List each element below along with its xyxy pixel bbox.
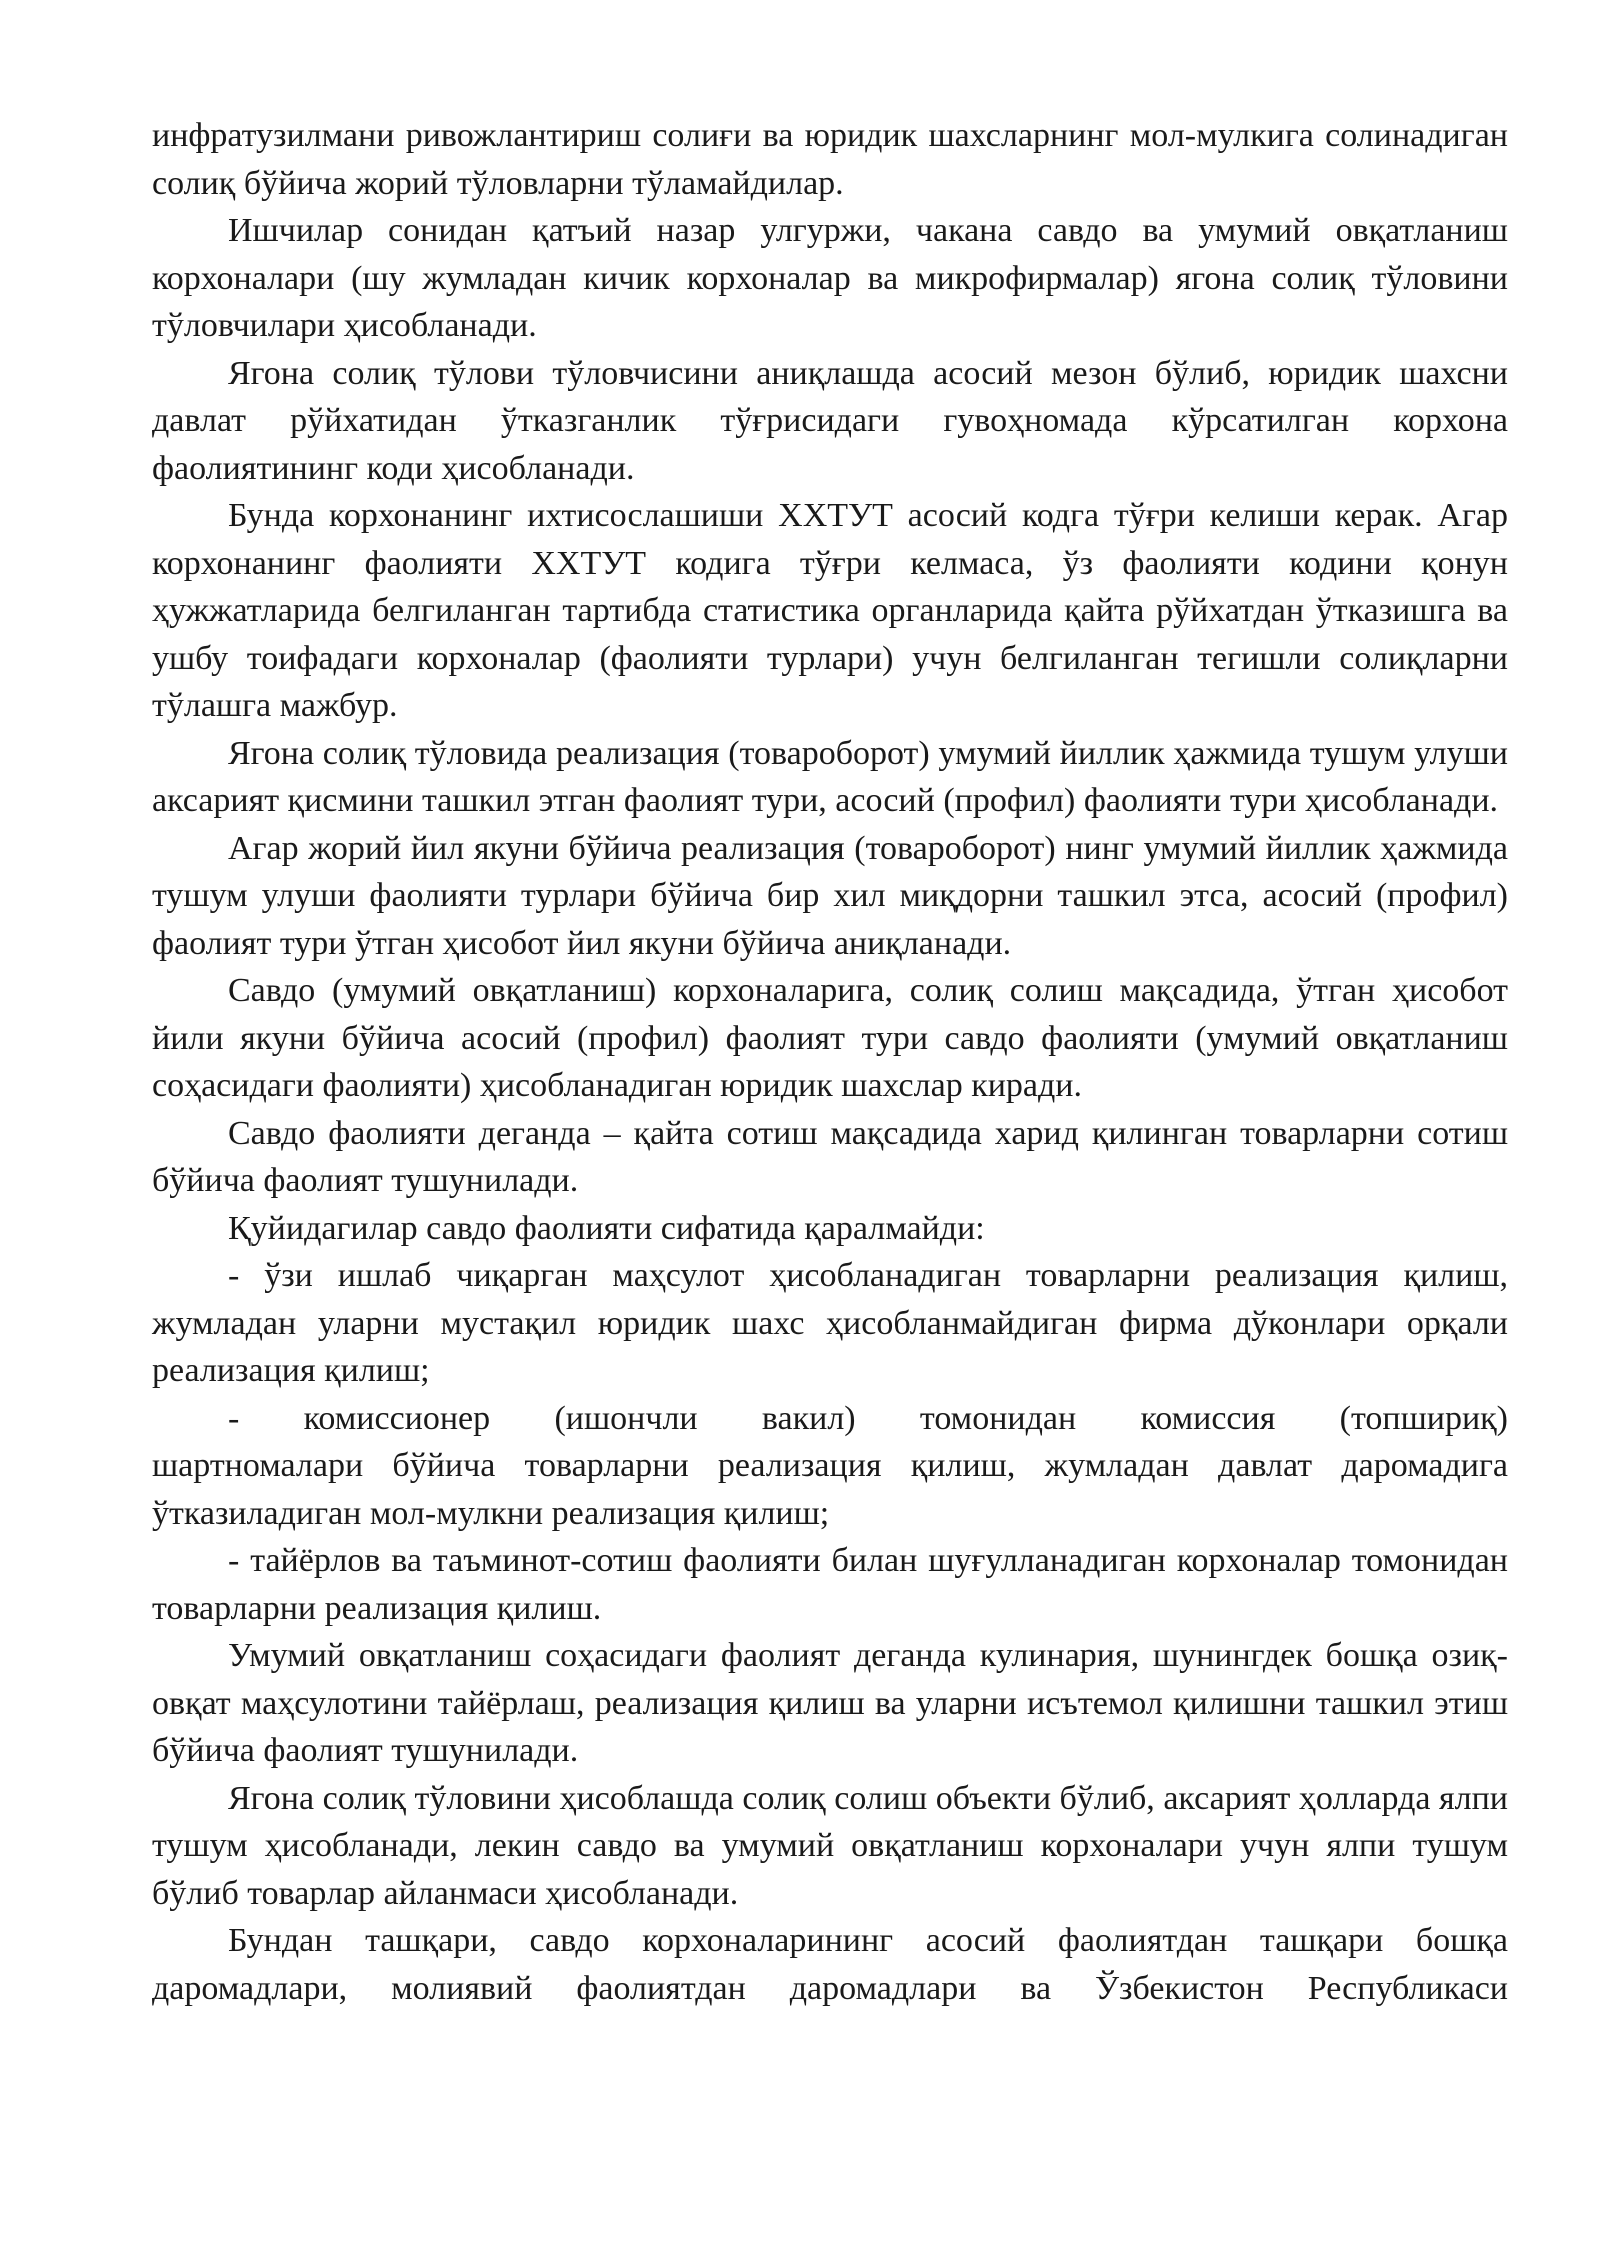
paragraph: Савдо фаолияти деганда – қайта сотиш мақсадида харид қилинган товарларни сотиш бўйича фаолият тушунилади. xyxy=(152,1114,1508,1199)
paragraph: Ишчилар сонидан қатъий назар улгуржи, чакана савдо ва умумий овқатланиш корхоналари (шу жумладан кичик корхоналар ва микрофирмалар) ягона солиқ тўловини тўловчилари ҳисобланади. xyxy=(152,212,1508,344)
paragraph: Савдо (умумий овқатланиш) корхоналарига, солиқ солиш мақсадида, ўтган ҳисобот йили якуни бўйича асосий (профил) фаолият тури савдо фаолияти (умумий овқатланиш соҳасидаги фаолияти) ҳисобланадиган юридик шахслар киради. xyxy=(152,972,1508,1104)
paragraph-continuation: инфратузилмани ривожлантириш солиғи ва юридик шахсларнинг мол-мулкига солинадиган солиқ бўйича жорий тўловларни тўламайдилар. xyxy=(152,117,1508,202)
document-page xyxy=(152,112,1517,2012)
paragraph: Умумий овқатланиш соҳасидаги фаолият деганда кулинария, шунингдек бошқа озиқ-овқат маҳсулотини тайёрлаш, реализация қилиш ва уларни исътемол қилишни ташкил этиш бўйича фаолият тушунилади. xyxy=(152,1637,1508,1769)
list-item: - тайёрлов ва таъминот-сотиш фаолияти билан шуғулланадиган корхоналар томонидан товарларни реализация қилиш. xyxy=(152,1542,1508,1627)
paragraph: Бунда корхонанинг ихтисослашиши ХХТУТ асосий кодга тўғри келиши керак. Агар корхонанинг фаолияти ХХТУТ кодига тўғри келмаса, ўз фаолияти кодини қонун ҳужжатларида белгиланган тартибда статистика органларида қайта рўйхатдан ўтказишга ва ушбу тоифадаги корхоналар (фаолияти турлари) учун белгиланган тегишли солиқларни тўлашга мажбур. xyxy=(152,497,1508,724)
list-item: - комиссионер (ишончли вакил) томонидан комиссия (топшириқ) шартномалари бўйича товарларни реализация қилиш, жумладан давлат даромадига ўтказиладиган мол-мулкни реализация қилиш; xyxy=(152,1399,1517,1532)
paragraph: Ягона солиқ тўловида реализация (товароборот) умумий йиллик ҳажмида тушум улуши аксарият қисмини ташкил этган фаолият тури, асосий (профил) фаолияти тури ҳисобланади. xyxy=(152,734,1508,819)
paragraph: Қуйидагилар савдо фаолияти сифатида қаралмайди: xyxy=(228,1209,985,1247)
paragraph: Агар жорий йил якуни бўйича реализация (товароборот) нинг умумий йиллик ҳажмида тушум улуши фаолияти турлари бўйича бир хил миқдорни ташкил этса, асосий (профил) фаолият тури ўтган ҳисобот йил якуни бўйича аниқланади. xyxy=(152,829,1508,962)
list-item: - ўзи ишлаб чиқарган маҳсулот ҳисобланадиган товарларни реализация қилиш, жумладан уларни мустақил юридик шахс ҳисобланмайдиган фирма дўконлари орқали реализация қилиш; xyxy=(152,1257,1508,1389)
paragraph: Ягона солиқ тўлови тўловчисини аниқлашда асосий мезон бўлиб, юридик шахсни давлат рўйхатидан ўтказганлик тўғрисидаги гувоҳномада кўрсатилган корхона фаолиятининг коди ҳисобланади. xyxy=(152,354,1508,487)
paragraph-last: Бундан ташқари, савдо корхоналарининг асосий фаолиятдан ташқари бошқа даромадлари, молиявий фаолиятдан даромадлари ва Ўзбекистон Республикаси xyxy=(152,1922,1508,2007)
paragraph: Ягона солиқ тўловини ҳисоблашда солиқ солиш объекти бўлиб, аксарият ҳолларда ялпи тушум ҳисобланади, лекин савдо ва умумий овқатланиш корхоналари учун ялпи тушум бўлиб товарлар айланмаси ҳисобланади. xyxy=(152,1779,1508,1912)
